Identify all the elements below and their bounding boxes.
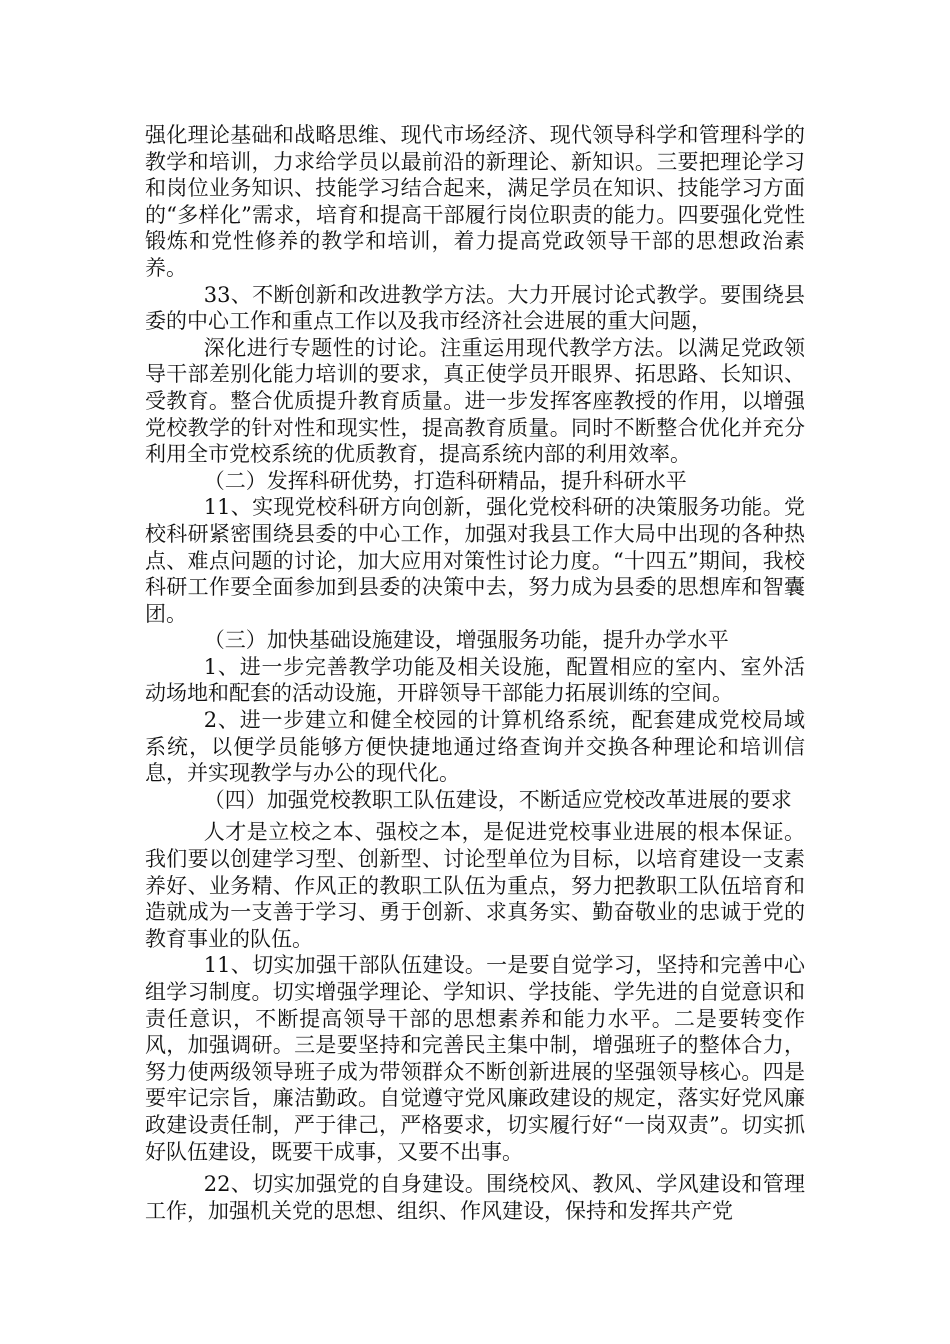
paragraph-8: 11、切实加强干部队伍建设。一是要自觉学习，坚持和完善中心组学习制度。切实增强学理论、学知识、学技能、学先进的自觉意识和责任意识，不断提高领导干部的思想素养和能力水平。二是要转变作风，加强调研。三是要坚持和完善民主集中制，增强班子的整体合力，努力使两级领导班子成为带领群众不断创新进展的坚强领导核心。四是要牢记宗旨，廉洁勤政。自觉遵守党风廉政建设的规定，落实好党风廉政建设责任制，严于律己，严格要求，切实履行好“一岗双责”。切实抓好队伍建设，既要干成事，又要不出事。 — [145, 953, 805, 1164]
paragraph-3: 深化进行专题性的讨论。注重运用现代教学方法。以满足党政领导干部差别化能力培训的要求，真正使学员开眼界、拓思路、长知识、受教育。整合优质提升教育质量。进一步发挥客座教授的作用，以增强党校教学的针对性和现实性，提高教育质量。同时不断整合优化并充分利用全市党校系统的优质教育，提高系统内部的利用效率。 — [145, 335, 805, 467]
section-heading-3: （三）加快基础设施建设，增强服务功能，提升办学水平 — [203, 628, 729, 653]
paragraph-6: 2、进一步建立和健全校园的计算机络系统，配套建成党校局域系统，以便学员能够方便快捷地通过络查询并交换各种理论和培训信息，并实现教学与办公的现代化。 — [145, 708, 805, 786]
section-heading-2: （二）发挥科研优势，打造科研精品，提升科研水平 — [203, 468, 687, 493]
paragraph-4: 11、实现党校科研方向创新，强化党校科研的决策服务功能。党校科研紧密围绕县委的中心工作，加强对我县工作大局中出现的各种热点、难点问题的讨论，加大应用对策性讨论力度。“十四五”期间，我校科研工作要全面参加到县委的决策中去，努力成为县委的思想库和智囊团。 — [145, 495, 805, 626]
paragraph-2: 33、不断创新和改进教学方法。大力开展讨论式教学。要围绕县委的中心工作和重点工作以及我市经济社会进展的重大问题， — [145, 282, 805, 334]
paragraph-5: 1、进一步完善教学功能及相关设施，配置相应的室内、室外活动场地和配套的活动设施，开辟领导干部能力拓展训练的空间。 — [145, 654, 805, 706]
document-body — [145, 122, 805, 1224]
paragraph-7: 人才是立校之本、强校之本，是促进党校事业进展的根本保证。我们要以创建学习型、创新型、讨论型单位为目标，以培育建设一支素养好、业务精、作风正的教职工队伍为重点，努力把教职工队伍培育和造就成为一支善于学习、勇于创新、求真务实、勤奋敬业的忠诚于党的教育事业的队伍。 — [145, 820, 805, 951]
section-heading-4: （四）加强党校教职工队伍建设，不断适应党校改革进展的要求 — [203, 787, 792, 812]
paragraph-1: 强化理论基础和战略思维、现代市场经济、现代领导科学和管理科学的教学和培训，力求给学员以最前沿的新理论、新知识。三要把理论学习和岗位业务知识、技能学习结合起来，满足学员在知识、技能学习方面的“多样化”需求，培育和提高干部履行岗位职责的能力。四要强化党性锻炼和党性修养的教学和培训，着力提高党政领导干部的思想政治素养。 — [145, 123, 805, 280]
paragraph-9: 22、切实加强党的自身建设。围绕校风、教风、学风建设和管理工作，加强机关党的思想、组织、作风建设，保持和发挥共产党 — [145, 1172, 805, 1223]
